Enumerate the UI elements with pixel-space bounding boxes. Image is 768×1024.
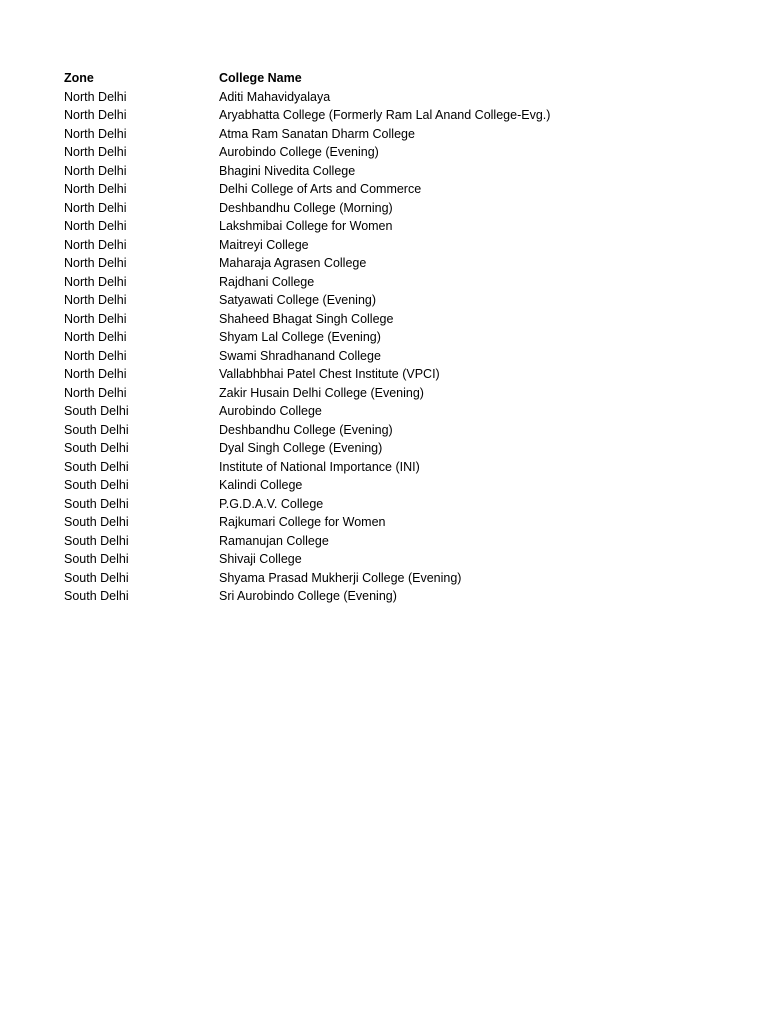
cell-zone: North Delhi [64, 367, 127, 381]
cell-zone: North Delhi [64, 385, 127, 400]
cell-college-name: Aurobindo College [219, 404, 322, 418]
cell-zone: North Delhi [64, 163, 127, 178]
cell-zone: North Delhi [64, 330, 127, 344]
cell-zone: North Delhi [64, 348, 127, 363]
table-row [64, 273, 704, 292]
table-row [64, 328, 704, 347]
cell-college-name: Maharaja Agrasen College [219, 256, 367, 270]
table-row [64, 143, 704, 162]
header-zone: Zone [64, 71, 94, 85]
cell-zone: North Delhi [64, 145, 127, 159]
table-row [64, 180, 704, 199]
cell-college-name: Rajkumari College for Women [219, 515, 386, 529]
cell-college-name: Aditi Mahavidyalaya [219, 89, 331, 104]
cell-zone: South Delhi [64, 441, 129, 455]
cell-college-name: Maitreyi College [219, 237, 309, 252]
table-row [64, 421, 704, 440]
table-row [64, 291, 704, 310]
cell-zone: North Delhi [64, 256, 127, 270]
table-row [64, 347, 704, 366]
cell-zone: South Delhi [64, 552, 129, 566]
cell-college-name: Delhi College of Arts and Commerce [219, 182, 422, 196]
table-row [64, 569, 704, 588]
cell-college-name: Ramanujan College [219, 533, 329, 548]
cell-college-name: Bhagini Nivedita College [219, 163, 356, 178]
cell-zone: North Delhi [64, 293, 127, 307]
cell-college-name: Rajdhani College [219, 274, 315, 289]
cell-college-name: Shyama Prasad Mukherji College (Evening) [219, 570, 462, 585]
cell-college-name: Satyawati College (Evening) [219, 293, 377, 307]
college-table [64, 69, 704, 606]
cell-zone: North Delhi [64, 89, 127, 104]
table-row [64, 199, 704, 218]
cell-zone: South Delhi [64, 422, 129, 437]
cell-zone: North Delhi [64, 108, 127, 122]
cell-college-name: Vallabhbhai Patel Chest Institute (VPCI) [219, 367, 440, 381]
cell-zone: South Delhi [64, 515, 129, 529]
cell-college-name: Sri Aurobindo College (Evening) [219, 589, 397, 603]
table-row [64, 495, 704, 514]
cell-college-name: Shyam Lal College (Evening) [219, 330, 381, 344]
cell-college-name: Aurobindo College (Evening) [219, 145, 379, 159]
table-row [64, 587, 704, 606]
cell-college-name: Swami Shradhanand College [219, 348, 381, 363]
cell-college-name: Atma Ram Sanatan Dharm College [219, 126, 415, 141]
cell-college-name: Lakshmibai College for Women [219, 219, 393, 233]
cell-zone: South Delhi [64, 496, 129, 511]
cell-zone: North Delhi [64, 219, 127, 233]
cell-zone: South Delhi [64, 533, 129, 548]
cell-college-name: Aryabhatta College (Formerly Ram Lal Anand College-Evg.) [219, 108, 551, 122]
table-row [64, 254, 704, 273]
table-body [64, 88, 704, 606]
table-header-row [64, 69, 704, 88]
table-row [64, 532, 704, 551]
cell-zone: North Delhi [64, 126, 127, 141]
header-college-name: College Name [219, 71, 302, 85]
cell-zone: North Delhi [64, 182, 127, 196]
table-row [64, 550, 704, 569]
table-row [64, 365, 704, 384]
cell-zone: South Delhi [64, 570, 129, 585]
cell-college-name: P.G.D.A.V. College [219, 496, 324, 511]
table-row [64, 88, 704, 107]
table-row [64, 106, 704, 125]
cell-zone: South Delhi [64, 404, 129, 418]
table-row [64, 384, 704, 403]
table-row [64, 217, 704, 236]
cell-college-name: Deshbandhu College (Evening) [219, 422, 393, 437]
cell-zone: North Delhi [64, 200, 127, 215]
table-row [64, 236, 704, 255]
table-row [64, 476, 704, 495]
table-row [64, 310, 704, 329]
cell-college-name: Zakir Husain Delhi College (Evening) [219, 385, 424, 400]
cell-zone: South Delhi [64, 478, 129, 492]
cell-college-name: Institute of National Importance (INI) [219, 459, 420, 474]
cell-college-name: Kalindi College [219, 478, 303, 492]
table-row [64, 439, 704, 458]
cell-zone: South Delhi [64, 589, 129, 603]
cell-college-name: Deshbandhu College (Morning) [219, 200, 393, 215]
cell-college-name: Shaheed Bhagat Singh College [219, 311, 394, 326]
table-row [64, 458, 704, 477]
table-row [64, 125, 704, 144]
table-row [64, 402, 704, 421]
cell-college-name: Dyal Singh College (Evening) [219, 441, 383, 455]
table-row [64, 162, 704, 181]
cell-zone: North Delhi [64, 311, 127, 326]
table-row [64, 513, 704, 532]
cell-zone: North Delhi [64, 274, 127, 289]
cell-zone: South Delhi [64, 459, 129, 474]
cell-college-name: Shivaji College [219, 552, 302, 566]
cell-zone: North Delhi [64, 237, 127, 252]
